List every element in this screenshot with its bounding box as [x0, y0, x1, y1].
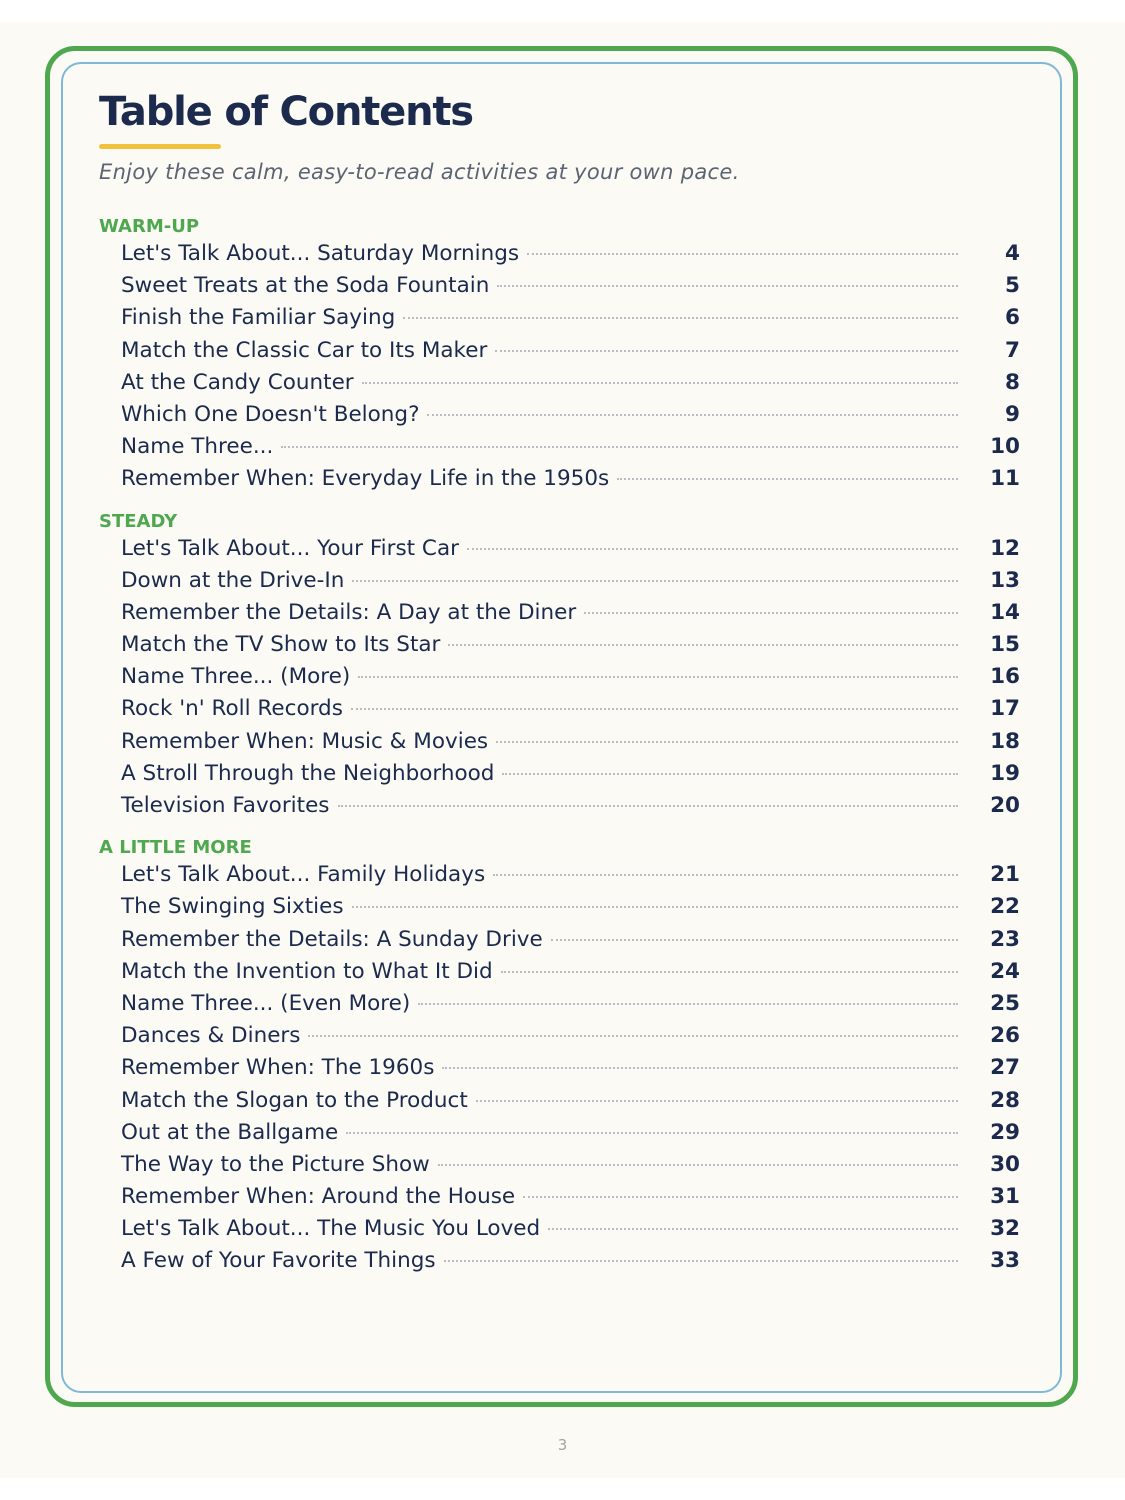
dotted-leader: [403, 317, 958, 319]
toc-entry-title: Remember When: Around the House: [121, 1184, 516, 1210]
toc-entry-page-number: 19: [990, 760, 1020, 786]
toc-entry-page-number: 31: [990, 1184, 1020, 1210]
toc-entry-title: The Way to the Picture Show: [121, 1151, 430, 1177]
footer-page-number: 3: [557, 1436, 568, 1454]
toc-entry: [99, 991, 1020, 1023]
toc-entry: [99, 1184, 1020, 1216]
toc-entry-page-number: 14: [990, 599, 1020, 625]
toc-section: [99, 836, 1020, 1280]
toc-entry-title: Finish the Familiar Saying: [121, 305, 396, 331]
toc-entry-title: Sweet Treats at the Soda Fountain: [121, 273, 490, 299]
toc-section: [99, 215, 1020, 499]
toc-entry-page-number: 23: [990, 926, 1020, 952]
toc-entry-title: The Swinging Sixties: [121, 894, 344, 920]
section-heading: A LITTLE MORE: [99, 837, 252, 859]
dotted-leader: [438, 1164, 958, 1166]
toc-entry: [99, 664, 1020, 696]
toc-entry-page-number: 30: [990, 1151, 1020, 1177]
toc-entry-page-number: 9: [1005, 401, 1020, 427]
toc-entry-title: Remember the Details: A Day at the Diner: [121, 599, 577, 625]
dotted-leader: [308, 1035, 958, 1037]
dotted-leader: [352, 906, 958, 908]
title-underline: [99, 144, 221, 149]
toc-entry: [99, 305, 1020, 337]
toc-entry: [99, 1152, 1020, 1184]
toc-entry-title: A Few of Your Favorite Things: [121, 1248, 436, 1274]
toc-entry-title: Name Three... (Even More): [121, 990, 411, 1016]
toc-entry-page-number: 10: [990, 434, 1020, 460]
toc-entry-title: Let's Talk About... Your First Car: [121, 535, 459, 561]
dotted-leader: [281, 446, 958, 448]
toc-entry-title: Match the Invention to What It Did: [121, 958, 493, 984]
toc-entry-title: Remember When: Music & Movies: [121, 728, 489, 754]
page-subtitle: Enjoy these calm, easy-to-read activities at your own pace.: [99, 160, 740, 184]
toc-entry: [99, 1120, 1020, 1152]
toc-entry: [99, 466, 1020, 498]
dotted-leader: [352, 580, 958, 582]
toc-entry-page-number: 21: [990, 862, 1020, 888]
toc-entry-title: Remember When: The 1960s: [121, 1055, 435, 1081]
toc-entry-page-number: 16: [990, 664, 1020, 690]
toc-entry-page-number: 26: [990, 1023, 1020, 1049]
toc-entry-page-number: 28: [990, 1087, 1020, 1113]
dotted-leader: [495, 350, 958, 352]
toc-entry-page-number: 25: [990, 990, 1020, 1016]
toc-entry-title: A Stroll Through the Neighborhood: [121, 760, 495, 786]
toc-list: [99, 536, 1020, 826]
section-heading: WARM-UP: [99, 216, 200, 237]
toc-entry-title: Dances & Diners: [121, 1023, 301, 1049]
toc-entry: [99, 338, 1020, 370]
toc-entry-title: Match the TV Show to Its Star: [121, 632, 441, 658]
toc-entry: [99, 402, 1020, 434]
toc-entry: [99, 959, 1020, 991]
dotted-leader: [548, 1228, 958, 1230]
toc-list: [99, 241, 1020, 499]
toc-entry-title: Let's Talk About... Family Holidays: [121, 862, 486, 888]
toc-entry-page-number: 32: [990, 1216, 1020, 1242]
toc-entry-page-number: 4: [1005, 241, 1020, 266]
toc-entry: [99, 1023, 1020, 1055]
dotted-leader: [346, 1132, 958, 1134]
toc-entry: [99, 793, 1020, 825]
toc-entry: [99, 273, 1020, 305]
toc-content: [99, 86, 1020, 1281]
toc-entry: [99, 1055, 1020, 1087]
dotted-leader: [467, 548, 958, 550]
toc-entry: [99, 241, 1020, 273]
toc-entry-title: Down at the Drive-In: [121, 567, 345, 593]
toc-entry-page-number: 11: [990, 466, 1020, 492]
page-title: Table of Contents: [99, 89, 473, 135]
toc-entry: [99, 600, 1020, 632]
toc-entry-page-number: 22: [990, 894, 1020, 920]
dotted-leader: [497, 285, 958, 287]
toc-entry-title: Match the Classic Car to Its Maker: [121, 337, 488, 363]
toc-entry-title: Out at the Ballgame: [121, 1119, 339, 1145]
dotted-leader: [501, 971, 958, 973]
dotted-leader: [617, 478, 958, 480]
toc-sections: [99, 215, 1020, 1281]
toc-entry-page-number: 18: [990, 728, 1020, 754]
toc-entry: [99, 632, 1020, 664]
toc-entry-title: Remember When: Everyday Life in the 1950s: [121, 466, 610, 492]
toc-entry: [99, 761, 1020, 793]
toc-section: [99, 510, 1020, 826]
toc-entry: [99, 696, 1020, 728]
dotted-leader: [584, 612, 958, 614]
dotted-leader: [448, 644, 958, 646]
dotted-leader: [527, 253, 958, 255]
toc-list: [99, 862, 1020, 1280]
toc-entry-title: Name Three... (More): [121, 664, 351, 690]
toc-entry-page-number: 24: [990, 958, 1020, 984]
toc-entry-page-number: 15: [990, 632, 1020, 658]
dotted-leader: [551, 939, 958, 941]
toc-entry-title: Match the Slogan to the Product: [121, 1087, 468, 1113]
dotted-leader: [338, 805, 958, 807]
dotted-leader: [427, 414, 958, 416]
toc-entry-title: Which One Doesn't Belong?: [121, 401, 420, 427]
toc-entry-title: Let's Talk About... The Music You Loved: [121, 1216, 541, 1242]
toc-entry-page-number: 6: [1005, 305, 1020, 331]
dotted-leader: [418, 1003, 958, 1005]
toc-entry-page-number: 8: [1005, 369, 1020, 395]
dotted-leader: [362, 382, 958, 384]
dotted-leader: [476, 1100, 958, 1102]
toc-entry: [99, 568, 1020, 600]
dotted-leader: [351, 708, 958, 710]
toc-entry-title: Television Favorites: [121, 793, 330, 818]
toc-entry-page-number: 20: [990, 793, 1020, 818]
toc-entry-title: Let's Talk About... Saturday Mornings: [121, 241, 520, 266]
dotted-leader: [496, 741, 958, 743]
toc-entry-title: At the Candy Counter: [121, 369, 354, 395]
dotted-leader: [493, 874, 958, 876]
toc-entry: [99, 1216, 1020, 1248]
toc-entry-page-number: 27: [990, 1055, 1020, 1081]
toc-entry: [99, 434, 1020, 466]
toc-entry: [99, 1248, 1020, 1280]
toc-entry-page-number: 29: [990, 1119, 1020, 1145]
toc-entry-page-number: 7: [1005, 337, 1020, 363]
toc-entry-page-number: 33: [990, 1248, 1020, 1274]
dotted-leader: [442, 1067, 958, 1069]
toc-entry: [99, 1088, 1020, 1120]
toc-entry: [99, 894, 1020, 926]
toc-entry-page-number: 13: [990, 567, 1020, 593]
toc-entry-title: Rock 'n' Roll Records: [121, 696, 343, 722]
toc-entry: [99, 927, 1020, 959]
toc-entry: [99, 729, 1020, 761]
toc-entry-page-number: 5: [1005, 273, 1020, 299]
toc-entry: [99, 862, 1020, 894]
toc-entry: [99, 370, 1020, 402]
toc-entry-page-number: 12: [990, 535, 1020, 561]
toc-entry-page-number: 17: [990, 696, 1020, 722]
toc-entry: [99, 536, 1020, 568]
dotted-leader: [358, 676, 958, 678]
section-heading: STEADY: [99, 510, 178, 532]
dotted-leader: [444, 1260, 958, 1262]
dotted-leader: [523, 1196, 958, 1198]
toc-entry-title: Name Three...: [121, 434, 274, 460]
toc-entry-title: Remember the Details: A Sunday Drive: [121, 926, 543, 952]
dotted-leader: [502, 773, 958, 775]
